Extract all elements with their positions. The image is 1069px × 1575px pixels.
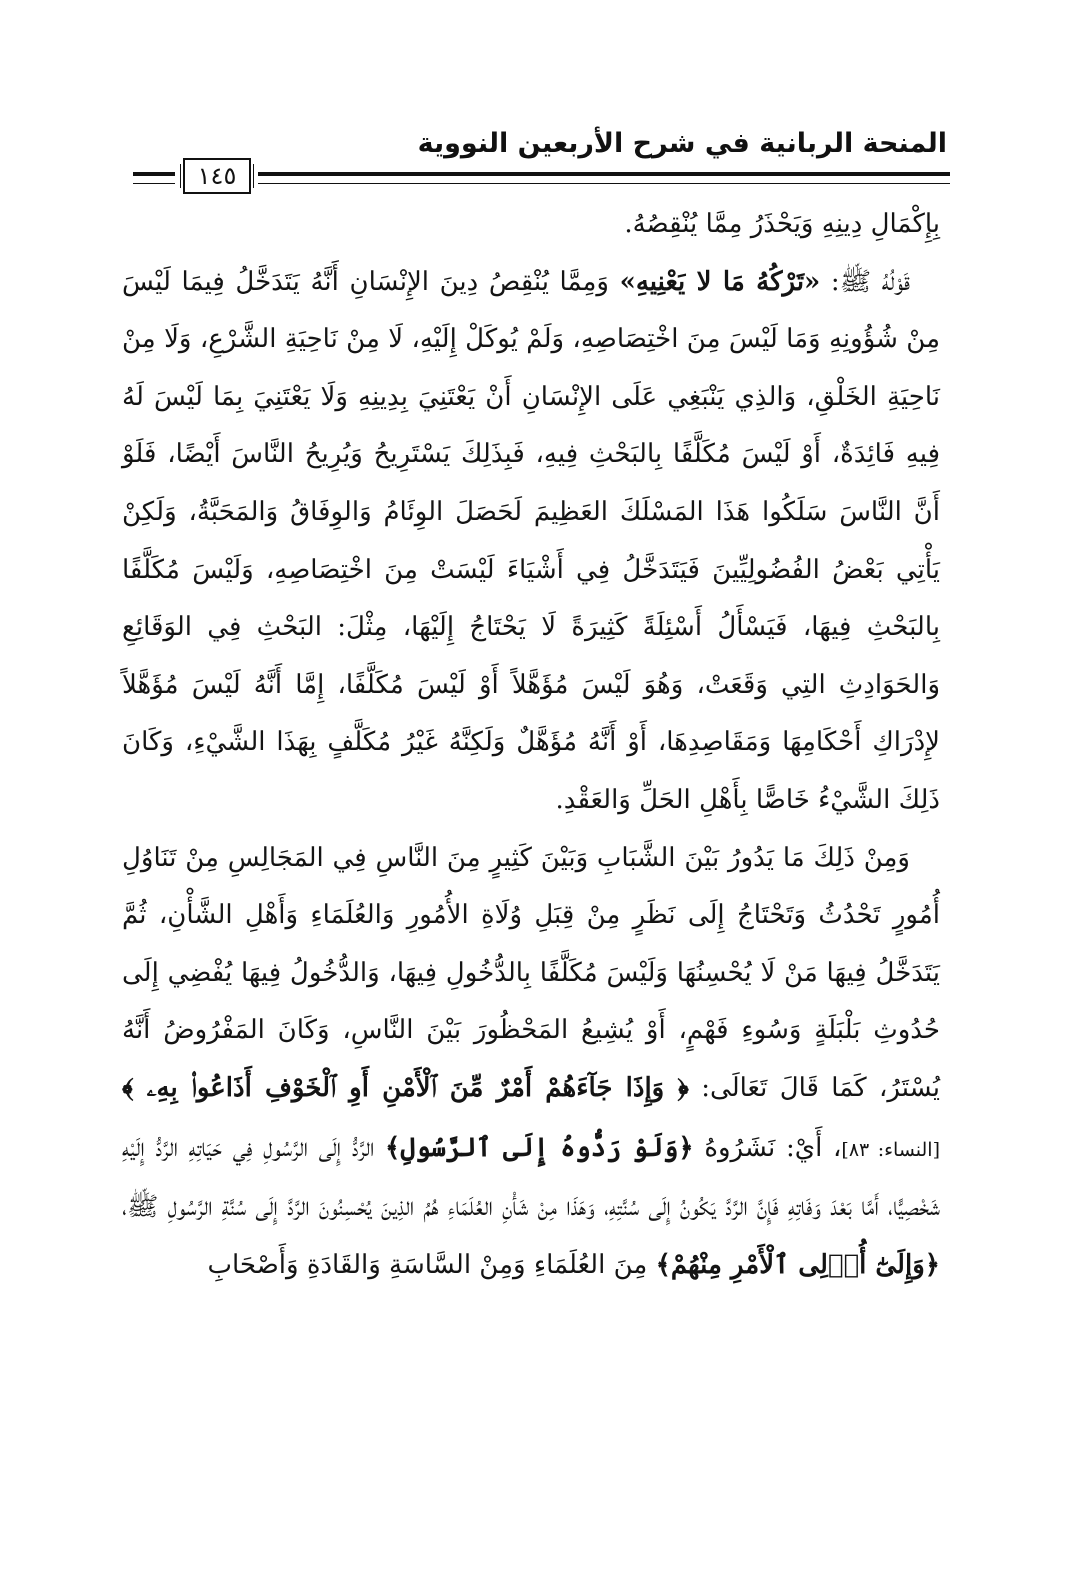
- paragraph-2: [122, 254, 940, 830]
- paragraph-2-text: وَمِمَّا يُنْقِصُ دِينَ الإِنْسَانِ أَنَّهُ يَتَدَخَّلُ فِيمَا لَيْسَ مِنْ شُؤُونِهِ وَمَا لَيْسَ مِنَ اخْتِصَاصِهِ، وَلَمْ يُوكَلْ إِلَيْهِ، لَا مِنْ نَاحِيَةِ الشَّرْعِ، وَلَا مِنْ نَاحِيَةِ الخَلْقِ، وَالذِي يَنْبَغِي عَلَى الإِنْسَانِ أَنْ يَعْتَنِيَ بِدِينِهِ وَلَا يَعْتَنِيَ بِمَا لَيْسَ لَهُ فِيهِ فَائِدَةٌ، أَوْ لَيْسَ مُكَلَّفًا بِالبَحْثِ فِيهِ، فَبِذَلِكَ يَسْتَرِيحُ وَيُرِيحُ النَّاسَ أَيْضًا، فَلَوْ أَنَّ النَّاسَ سَلَكُوا هَذَا المَسْلَكَ العَظِيمَ لَحَصَلَ الوِئَامُ وَالوِفَاقُ وَالمَحَبَّةُ، وَلَكِنْ يَأْتِي بَعْضُ الفُضُولِيِّينَ فَيَتَدَخَّلُ فِي أَشْيَاءَ لَيْسَتْ مِنَ اخْتِصَاصِهِ، وَلَيْسَ مُكَلَّفًا بِالبَحْثِ فِيهَا، فَيَسْأَلُ أَسْئِلَةً كَثِيرَةً لَا يَحْتَاجُ إِلَيْهَا، مِثْلَ: البَحْثِ فِي الوَقَائِعِ وَالحَوَادِثِ التِي وَقَعَتْ، وَهُوَ لَيْسَ مُؤَهَّلاً أَوْ لَيْسَ مُكَلَّفًا، إِمَّا أَنَّهُ لَيْسَ مُؤَهَّلاً لإِدْرَاكِ أَحْكَامِهَا وَمَقَاصِدِهَا، أَوْ أَنَّهُ مُؤَهَّلٌ وَلَكِنَّهُ غَيْرُ مُكَلَّفٍ بِهَذَا الشَّيْءِ، وَكَانَ ذَلِكَ الشَّيْءُ خَاصًّا بِأَهْلِ الحَلِّ وَالعَقْدِ.: [122, 266, 940, 815]
- paragraph-3-text-4: مِنَ العُلَمَاءِ وَمِنْ السَّاسَةِ وَالقَادَةِ وَأَصْحَابِ: [207, 1249, 656, 1280]
- paragraph-2-lead: قَوْلُهُ ﷺ:: [820, 266, 910, 297]
- quran-verse-1: ﴿ وَإِذَا جَآءَهُمْ أَمْرٌ مِّنَ ٱلْأَمْنِ أَوِ ٱلْخَوْفِ أَذَاعُوا۟ بِهِۦ ﴾: [122, 1072, 689, 1103]
- paragraph-3-text-1: وَمِنْ ذَلِكَ مَا يَدُورُ بَيْنَ الشَّبَابِ وَبَيْنَ كَثِيرٍ مِنَ النَّاسِ فِي المَجَالِسِ مِنْ تَنَاوُلِ أُمُورٍ تَحْدُثُ وَتَحْتَاجُ إِلَى نَظَرٍ مِنْ قِبَلِ وُلَاةِ الأُمُورِ وَالعُلَمَاءِ وَأَهْلِ الشَّأْنِ، ثُمَّ يَتَدَخَّلُ فِيهَا مَنْ لَا يُحْسِنُهَا وَلَيْسَ مُكَلَّفًا بِالدُّخُولِ فِيهَا، وَالدُّخُولُ فِيهَا يُفْضِي إِلَى حُدُوثِ بَلْبَلَةٍ وَسُوءِ فَهْمٍ، أَوْ يُشِيعُ المَحْظُورَ بَيْنَ النَّاسِ، وَكَانَ المَفْرُوضُ أَنَّهُ يُسْتَرُ، كَمَا قَالَ تَعَالَى:: [122, 842, 941, 1103]
- paragraph-3: [122, 830, 940, 1295]
- quran-verse-2: ﴿وَلَوْ رَدُّوهُ إِلَى ٱلرَّسُولِ﴾: [385, 1132, 694, 1163]
- header-rule: [258, 172, 950, 184]
- verse-citation: [النساء: ٨٣]: [841, 1138, 940, 1161]
- page-number: ١٤٥: [183, 158, 251, 194]
- paragraph-1: بِإِكْمَالِ دِينِهِ وَيَحْذَرُ مِمَّا يُنْقِصُهُ.: [624, 209, 940, 239]
- body-text: [122, 196, 940, 1294]
- hadith-quote: «تَرْكُهُ مَا لا يَعْنِيهِ»: [619, 266, 821, 297]
- header-rule-left: [133, 172, 175, 184]
- paragraph-3-text-3: الرَّدُّ إِلَى الرَّسُولِ فِي حَيَاتِهِ الرَّدُّ إِلَيْهِ شَخْصِيًّا، أَمَّا بَعْدَ وَفَاتِهِ فَإِنَّ الرَّدَّ يَكُونُ إِلَى سُنَّتِهِ، وَهَذَا مِنْ شَأْنِ العُلَمَاءِ هُمُ الذِينَ يُحْسِنُونَ الرَّدَّ إِلَى سُنَّةِ الرَّسُولِ ﷺ،: [122, 1132, 940, 1223]
- quran-verse-3: ﴿وَإِلَىٰٓ أُو۟لِى ٱلْأَمْرِ مِنْهُمْ﴾: [655, 1249, 940, 1280]
- paragraph-3-text-2: ، أَيْ: نَشَرُوهُ: [693, 1132, 842, 1163]
- running-title: المنحة الربانية في شرح الأربعين النووية: [417, 128, 947, 159]
